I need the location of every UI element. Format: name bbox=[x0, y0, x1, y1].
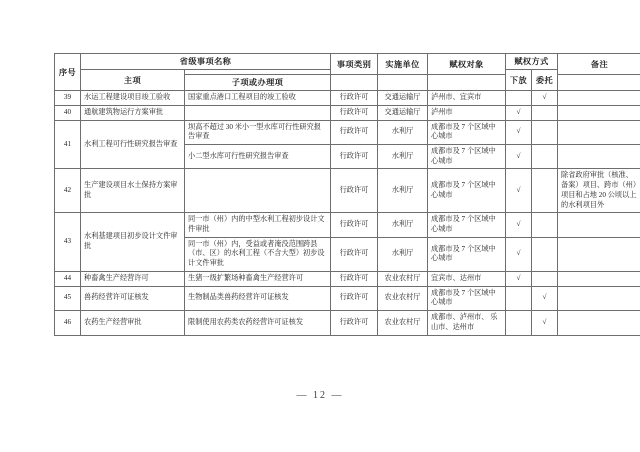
row-implement-unit: 农业农村厅 bbox=[378, 286, 428, 310]
row-entrust-mark: √ bbox=[532, 286, 558, 310]
row-empower-object: 成都市及 7 个区域中心城市 bbox=[428, 145, 506, 169]
row-main-item: 农药生产经营审批 bbox=[81, 311, 185, 335]
table-row bbox=[55, 311, 640, 335]
header-empower-object: 赋权对象 bbox=[428, 54, 506, 75]
row-devolve-mark bbox=[506, 91, 532, 106]
row-entrust-mark bbox=[532, 237, 558, 271]
row-devolve-mark: √ bbox=[506, 237, 532, 271]
row-main-item: 水利基建项目初步设计文件审批 bbox=[81, 213, 185, 272]
row-devolve-mark: √ bbox=[506, 105, 532, 120]
row-sub-item bbox=[185, 169, 331, 213]
row-remark bbox=[558, 271, 640, 286]
table-row bbox=[55, 213, 640, 237]
row-implement-unit: 水利厅 bbox=[378, 145, 428, 169]
row-empower-object: 成都市及 7 个区域中心城市 bbox=[428, 213, 506, 237]
row-sequence-number: 45 bbox=[55, 286, 81, 310]
row-remark bbox=[558, 286, 640, 310]
row-sub-item: 限制使用农药类农药经营许可证核发 bbox=[185, 311, 331, 335]
row-implement-unit: 水利厅 bbox=[378, 237, 428, 271]
row-empower-object: 宜宾市、达州市 bbox=[428, 271, 506, 286]
header-row-1 bbox=[55, 54, 640, 70]
table-row bbox=[55, 120, 640, 144]
table-row bbox=[55, 271, 640, 286]
table-row bbox=[55, 105, 640, 120]
row-sequence-number: 41 bbox=[55, 120, 81, 169]
row-main-item: 水利工程可行性研究报告审查 bbox=[81, 120, 185, 169]
row-sub-item: 生物制品类兽药经营许可证核发 bbox=[185, 286, 331, 310]
row-item-type: 行政许可 bbox=[331, 311, 378, 335]
row-empower-object: 泸州市、宜宾市 bbox=[428, 91, 506, 106]
row-sub-item: 小二型水库可行性研究报告审查 bbox=[185, 145, 331, 169]
row-item-type: 行政许可 bbox=[331, 213, 378, 237]
row-sub-item: 同一市（州）内的中型水利工程初步设计文件审批 bbox=[185, 213, 331, 237]
row-empower-object: 泸州市 bbox=[428, 105, 506, 120]
row-devolve-mark: √ bbox=[506, 271, 532, 286]
row-item-type: 行政许可 bbox=[331, 105, 378, 120]
table-row bbox=[55, 91, 640, 106]
row-sequence-number: 46 bbox=[55, 311, 81, 335]
table-header bbox=[55, 54, 640, 91]
header-province-item-name: 省级事项名称 bbox=[81, 54, 331, 70]
header-remark: 备注 bbox=[558, 54, 640, 75]
row-remark bbox=[558, 105, 640, 120]
row-sequence-number: 40 bbox=[55, 105, 81, 120]
row-entrust-mark: √ bbox=[532, 311, 558, 335]
row-implement-unit: 水利厅 bbox=[378, 169, 428, 213]
row-implement-unit: 交通运输厅 bbox=[378, 91, 428, 106]
row-sequence-number: 44 bbox=[55, 271, 81, 286]
row-sequence-number: 43 bbox=[55, 213, 81, 272]
row-devolve-mark: √ bbox=[506, 120, 532, 144]
row-remark bbox=[558, 120, 640, 144]
row-empower-object: 成都市、泸州市、 乐山市、达州市 bbox=[428, 311, 506, 335]
row-item-type: 行政许可 bbox=[331, 120, 378, 144]
header-empower-object-spacer bbox=[428, 75, 506, 91]
header-remark-spacer bbox=[558, 75, 640, 91]
row-entrust-mark bbox=[532, 120, 558, 144]
table-row bbox=[55, 169, 640, 213]
row-item-type: 行政许可 bbox=[331, 271, 378, 286]
header-entrust: 委托 bbox=[532, 70, 558, 91]
row-remark: 除省政府审批（核准、备案）项目、跨市（州）项目和占地 20 公顷以上的水利项目外 bbox=[558, 169, 640, 213]
row-remark bbox=[558, 311, 640, 335]
row-entrust-mark bbox=[532, 213, 558, 237]
row-sequence-number: 39 bbox=[55, 91, 81, 106]
header-item-type-spacer bbox=[331, 75, 378, 91]
row-empower-object: 成都市及 7 个区域中心城市 bbox=[428, 237, 506, 271]
row-implement-unit: 农业农村厅 bbox=[378, 271, 428, 286]
row-empower-object: 成都市及 7 个区域中心城市 bbox=[428, 286, 506, 310]
table-body bbox=[55, 91, 640, 335]
header-empower-method: 赋权方式 bbox=[506, 54, 558, 70]
row-implement-unit: 交通运输厅 bbox=[378, 105, 428, 120]
header-sub-item: 子项或办理项 bbox=[185, 75, 331, 91]
header-seq: 序号 bbox=[55, 54, 81, 91]
row-item-type: 行政许可 bbox=[331, 145, 378, 169]
row-item-type: 行政许可 bbox=[331, 286, 378, 310]
row-implement-unit: 水利厅 bbox=[378, 213, 428, 237]
row-implement-unit: 水利厅 bbox=[378, 120, 428, 144]
header-item-type: 事项类别 bbox=[331, 54, 378, 75]
row-remark bbox=[558, 145, 640, 169]
row-sub-item: 同一市（州）内，受益或者淹没范围跨县（市、区）的水利工程（不含大型）初步设计文件审批 bbox=[185, 237, 331, 271]
row-main-item: 种畜禽生产经营许可 bbox=[81, 271, 185, 286]
authorization-items-table bbox=[54, 53, 640, 336]
row-remark bbox=[558, 237, 640, 271]
row-sub-item bbox=[185, 105, 331, 120]
row-empower-object: 成都市及 7 个区域中心城市 bbox=[428, 120, 506, 144]
row-entrust-mark bbox=[532, 271, 558, 286]
row-devolve-mark: √ bbox=[506, 213, 532, 237]
row-item-type: 行政许可 bbox=[331, 237, 378, 271]
row-sub-item: 坝高不超过 30 米小一型水库可行性研究报告审查 bbox=[185, 120, 331, 144]
row-entrust-mark: √ bbox=[532, 91, 558, 106]
row-main-item: 生产建设项目水土保持方案审批 bbox=[81, 169, 185, 213]
row-sequence-number: 42 bbox=[55, 169, 81, 213]
row-main-item: 水运工程建设项目竣工验收 bbox=[81, 91, 185, 106]
header-implement-unit: 实施单位 bbox=[378, 54, 428, 75]
header-devolve: 下放 bbox=[506, 70, 532, 91]
row-remark bbox=[558, 91, 640, 106]
table-row bbox=[55, 286, 640, 310]
header-implement-unit-spacer bbox=[378, 75, 428, 91]
row-entrust-mark bbox=[532, 145, 558, 169]
row-item-type: 行政许可 bbox=[331, 169, 378, 213]
row-sub-item: 国家重点港口工程项目的竣工验收 bbox=[185, 91, 331, 106]
row-devolve-mark bbox=[506, 286, 532, 310]
row-devolve-mark: √ bbox=[506, 145, 532, 169]
row-empower-object: 成都市及 7 个区域中心城市 bbox=[428, 169, 506, 213]
header-main-item: 主项 bbox=[81, 70, 185, 91]
row-implement-unit: 农业农村厅 bbox=[378, 311, 428, 335]
row-devolve-mark: √ bbox=[506, 169, 532, 213]
row-main-item: 通航建筑物运行方案审批 bbox=[81, 105, 185, 120]
row-item-type: 行政许可 bbox=[331, 91, 378, 106]
row-remark bbox=[558, 213, 640, 237]
row-entrust-mark bbox=[532, 169, 558, 213]
row-devolve-mark bbox=[506, 311, 532, 335]
page-number: — 12 — bbox=[296, 390, 344, 401]
row-main-item: 兽药经营许可证核发 bbox=[81, 286, 185, 310]
row-entrust-mark bbox=[532, 105, 558, 120]
row-sub-item: 生猪一级扩繁场种畜禽生产经营许可 bbox=[185, 271, 331, 286]
